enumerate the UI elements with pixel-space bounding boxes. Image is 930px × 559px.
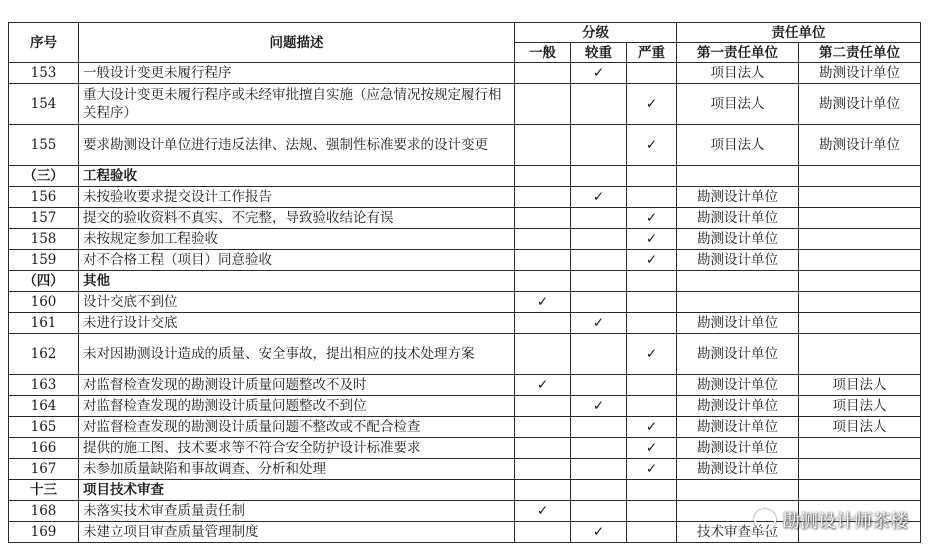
row-number: 161	[9, 313, 79, 334]
grade-general-check	[515, 522, 571, 543]
grade-severe-check: ✓	[627, 229, 677, 250]
second-responsible-unit	[799, 438, 921, 459]
second-responsible-unit	[799, 459, 921, 480]
grade-severe-check: ✓	[627, 438, 677, 459]
table-row	[9, 396, 921, 417]
row-number: （四）	[9, 271, 79, 292]
grade-general-check	[515, 250, 571, 271]
row-number: 164	[9, 396, 79, 417]
grade-serious-check: ✓	[571, 522, 627, 543]
grade-serious-check	[571, 208, 627, 229]
grade-serious-check	[571, 375, 627, 396]
grade-general-check	[515, 334, 571, 375]
row-description: 提供的施工图、技术要求等不符合安全防护设计标准要求	[79, 438, 515, 459]
second-responsible-unit: 勘测设计单位	[799, 63, 921, 84]
grade-general-cell	[515, 166, 571, 187]
grade-severe-check	[627, 522, 677, 543]
grade-general-check	[515, 438, 571, 459]
first-responsible-unit: 勘测设计单位	[677, 334, 799, 375]
table-row	[9, 229, 921, 250]
table-row	[9, 375, 921, 396]
second-responsible-unit	[799, 229, 921, 250]
second-responsible-unit	[799, 292, 921, 313]
grade-serious-check: ✓	[571, 313, 627, 334]
grade-serious-check	[571, 84, 627, 125]
table-row	[9, 334, 921, 375]
grade-severe-check: ✓	[627, 125, 677, 166]
first-responsible-unit: 勘测设计单位	[677, 438, 799, 459]
first-responsible-unit: 项目法人	[677, 84, 799, 125]
grade-general-check	[515, 187, 571, 208]
second-responsible-unit: 勘测设计单位	[799, 84, 921, 125]
row-number: 169	[9, 522, 79, 543]
grade-general-cell	[515, 271, 571, 292]
first-responsible-unit: 项目法人	[677, 125, 799, 166]
grade-general-check	[515, 459, 571, 480]
table-body	[9, 63, 921, 543]
grade-general-check: ✓	[515, 375, 571, 396]
second-responsible-unit	[799, 334, 921, 375]
first-responsible-unit: 勘测设计单位	[677, 250, 799, 271]
header-grade: 分级	[515, 23, 677, 43]
first-responsible-unit: 勘测设计单位	[677, 187, 799, 208]
grade-general-check	[515, 125, 571, 166]
grade-general-check: ✓	[515, 292, 571, 313]
section-row	[9, 480, 921, 501]
second-responsible-unit	[799, 313, 921, 334]
first-responsible-unit: 勘测设计单位	[677, 375, 799, 396]
table-row	[9, 84, 921, 125]
row-number: 166	[9, 438, 79, 459]
row-number: 165	[9, 417, 79, 438]
first-responsible-unit	[677, 292, 799, 313]
row-number: 168	[9, 501, 79, 522]
grade-serious-check	[571, 334, 627, 375]
grade-serious-check: ✓	[571, 187, 627, 208]
grade-serious-check	[571, 459, 627, 480]
first-responsible-unit: 勘测设计单位	[677, 208, 799, 229]
first-responsible-unit: 项目法人	[677, 63, 799, 84]
grade-serious-cell	[571, 166, 627, 187]
row-description: 提交的验收资料不真实、不完整，导致验收结论有误	[79, 208, 515, 229]
grade-general-check	[515, 84, 571, 125]
grade-severe-check: ✓	[627, 208, 677, 229]
row-number: 158	[9, 229, 79, 250]
row-description: 未进行设计交底	[79, 313, 515, 334]
row-number: 160	[9, 292, 79, 313]
row-number: 167	[9, 459, 79, 480]
first-unit-cell	[677, 271, 799, 292]
second-unit-cell	[799, 166, 921, 187]
grade-general-check	[515, 396, 571, 417]
first-responsible-unit: 勘测设计单位	[677, 396, 799, 417]
row-number: 十三	[9, 480, 79, 501]
first-unit-cell	[677, 480, 799, 501]
row-number: （三）	[9, 166, 79, 187]
header-seq: 序号	[9, 23, 79, 63]
grade-severe-cell	[627, 271, 677, 292]
row-description: 项目技术审查	[79, 480, 515, 501]
table-row	[9, 313, 921, 334]
row-description: 设计交底不到位	[79, 292, 515, 313]
row-description: 对不合格工程（项目）同意验收	[79, 250, 515, 271]
grade-general-check	[515, 208, 571, 229]
grade-serious-check	[571, 501, 627, 522]
row-description: 未按规定参加工程验收	[79, 229, 515, 250]
wechat-logo-icon	[754, 509, 776, 531]
row-description: 对监督检查发现的勘测设计质量问题整改不及时	[79, 375, 515, 396]
row-description: 对监督检查发现的勘测设计质量问题整改不到位	[79, 396, 515, 417]
table-row	[9, 250, 921, 271]
grade-serious-check: ✓	[571, 396, 627, 417]
row-description: 工程验收	[79, 166, 515, 187]
row-number: 163	[9, 375, 79, 396]
grade-general-check	[515, 417, 571, 438]
grade-severe-cell	[627, 166, 677, 187]
grade-severe-check: ✓	[627, 84, 677, 125]
row-number: 154	[9, 84, 79, 125]
table-row	[9, 438, 921, 459]
row-description: 其他	[79, 271, 515, 292]
second-responsible-unit: 项目法人	[799, 375, 921, 396]
table-row	[9, 459, 921, 480]
second-responsible-unit	[799, 187, 921, 208]
second-responsible-unit	[799, 208, 921, 229]
header-grade-serious: 较重	[571, 43, 627, 63]
grade-severe-check	[627, 375, 677, 396]
grade-serious-check: ✓	[571, 63, 627, 84]
grade-serious-cell	[571, 271, 627, 292]
row-description: 未对因勘测设计造成的质量、安全事故，提出相应的技术处理方案	[79, 334, 515, 375]
table-row	[9, 63, 921, 84]
grade-severe-check: ✓	[627, 250, 677, 271]
grade-severe-check: ✓	[627, 417, 677, 438]
table-row	[9, 125, 921, 166]
first-responsible-unit: 勘测设计单位	[677, 313, 799, 334]
row-description: 一般设计变更未履行程序	[79, 63, 515, 84]
header-desc: 问题描述	[79, 23, 515, 63]
grade-severe-check	[627, 501, 677, 522]
header-unit: 责任单位	[677, 23, 921, 43]
watermark	[754, 507, 908, 533]
grade-general-cell	[515, 480, 571, 501]
row-description: 要求勘测设计单位进行违反法律、法规、强制性标准要求的设计变更	[79, 125, 515, 166]
row-number: 162	[9, 334, 79, 375]
row-description: 未按验收要求提交设计工作报告	[79, 187, 515, 208]
grade-serious-check	[571, 292, 627, 313]
row-number: 153	[9, 63, 79, 84]
row-number: 157	[9, 208, 79, 229]
table-row	[9, 208, 921, 229]
grade-severe-check	[627, 313, 677, 334]
table-row	[9, 187, 921, 208]
grade-general-check: ✓	[515, 501, 571, 522]
row-number: 155	[9, 125, 79, 166]
watermark-text: 勘测设计师茶楼	[782, 511, 908, 532]
row-number: 159	[9, 250, 79, 271]
row-description: 未参加质量缺陷和事故调查、分析和处理	[79, 459, 515, 480]
second-unit-cell	[799, 480, 921, 501]
row-number: 156	[9, 187, 79, 208]
second-unit-cell	[799, 271, 921, 292]
grade-general-check	[515, 229, 571, 250]
first-responsible-unit: 勘测设计单位	[677, 417, 799, 438]
second-responsible-unit: 项目法人	[799, 417, 921, 438]
row-description: 对监督检查发现的勘测设计质量问题不整改或不配合检查	[79, 417, 515, 438]
header-grade-general: 一般	[515, 43, 571, 63]
grade-serious-check	[571, 250, 627, 271]
header-grade-severe: 严重	[627, 43, 677, 63]
row-description: 重大设计变更未履行程序或未经审批擅自实施（应急情况按规定履行相关程序）	[79, 84, 515, 125]
grade-serious-cell	[571, 480, 627, 501]
table-row	[9, 292, 921, 313]
grade-serious-check	[571, 229, 627, 250]
row-description: 未建立项目审查质量管理制度	[79, 522, 515, 543]
first-responsible-unit: 技术审查单位	[677, 522, 799, 543]
section-row	[9, 271, 921, 292]
grade-serious-check	[571, 125, 627, 166]
grade-serious-check	[571, 438, 627, 459]
grade-serious-check	[571, 417, 627, 438]
grade-severe-check	[627, 63, 677, 84]
grade-severe-cell	[627, 480, 677, 501]
grade-severe-check	[627, 396, 677, 417]
second-responsible-unit	[799, 250, 921, 271]
grade-severe-check	[627, 292, 677, 313]
grade-severe-check	[627, 187, 677, 208]
header-unit-first: 第一责任单位	[677, 43, 799, 63]
issue-table	[8, 22, 921, 543]
first-unit-cell	[677, 166, 799, 187]
grade-severe-check: ✓	[627, 459, 677, 480]
section-row	[9, 166, 921, 187]
header-unit-second: 第二责任单位	[799, 43, 921, 63]
row-description: 未落实技术审查质量责任制	[79, 501, 515, 522]
first-responsible-unit: 勘测设计单位	[677, 229, 799, 250]
table-row	[9, 417, 921, 438]
second-responsible-unit: 项目法人	[799, 396, 921, 417]
grade-severe-check: ✓	[627, 334, 677, 375]
grade-general-check	[515, 63, 571, 84]
second-responsible-unit: 勘测设计单位	[799, 125, 921, 166]
grade-general-check	[515, 313, 571, 334]
first-responsible-unit: 勘测设计单位	[677, 459, 799, 480]
